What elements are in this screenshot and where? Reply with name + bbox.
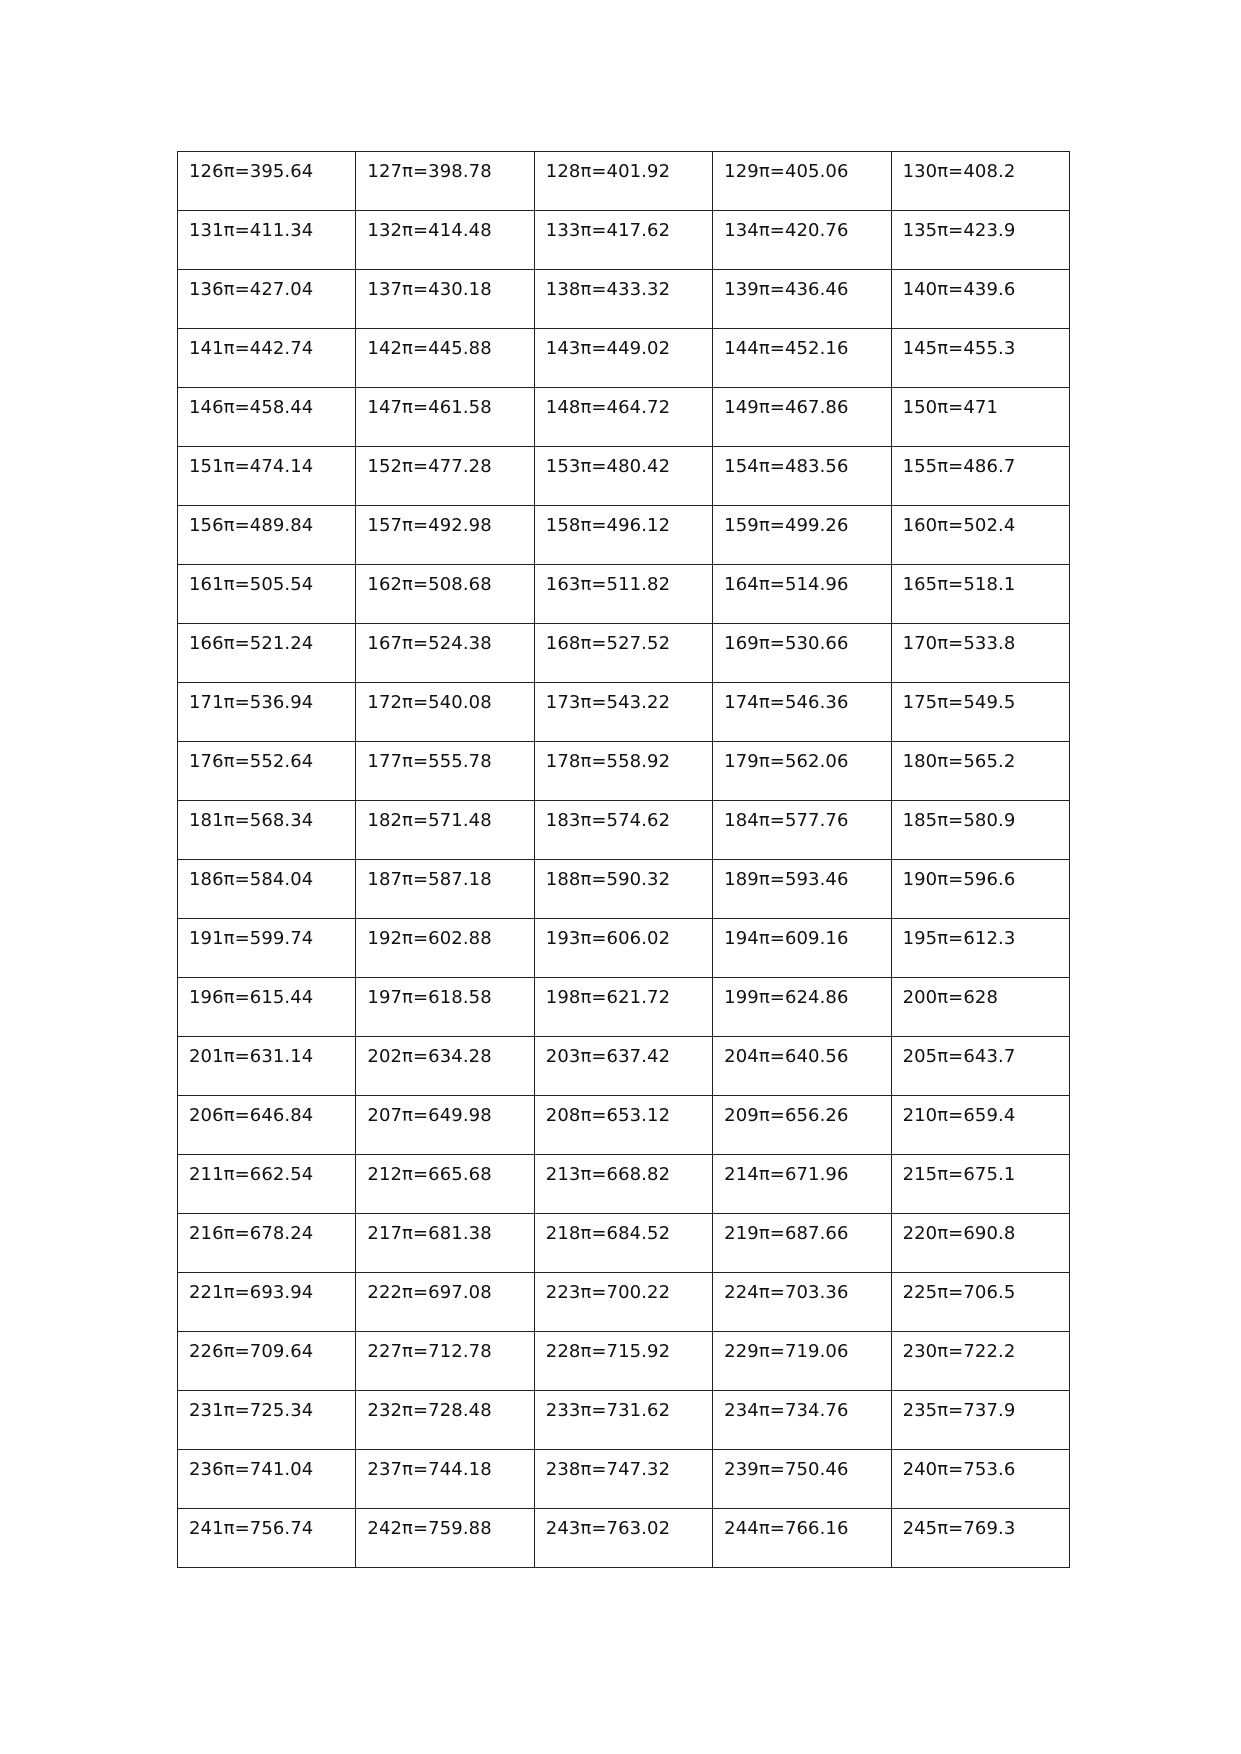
pi-product-text: 163π=511.82	[545, 574, 671, 595]
table-cell	[178, 270, 356, 329]
table-row	[178, 211, 1070, 270]
pi-product-text: 193π=606.02	[545, 928, 671, 949]
table-cell	[534, 1450, 712, 1509]
table-cell	[534, 447, 712, 506]
pi-product-text: 224π=703.36	[724, 1282, 849, 1303]
table-row	[178, 919, 1070, 978]
table-cell	[534, 506, 712, 565]
pi-product-text: 234π=734.76	[724, 1400, 849, 1421]
table-cell	[534, 1332, 712, 1391]
pi-product-text: 135π=423.9	[902, 220, 1016, 241]
pi-product-text: 219π=687.66	[724, 1223, 849, 1244]
pi-product-text: 191π=599.74	[189, 928, 314, 949]
table-row	[178, 624, 1070, 683]
table-cell	[178, 978, 356, 1037]
pi-product-text: 226π=709.64	[189, 1341, 314, 1362]
pi-product-text: 212π=665.68	[367, 1164, 492, 1185]
table-cell	[534, 388, 712, 447]
table-cell	[356, 1450, 534, 1509]
pi-product-text: 205π=643.7	[902, 1046, 1016, 1067]
table-cell	[356, 1096, 534, 1155]
table-cell	[356, 1391, 534, 1450]
table-cell	[356, 1155, 534, 1214]
table-cell	[891, 270, 1069, 329]
pi-product-text: 160π=502.4	[902, 515, 1016, 536]
pi-product-text: 228π=715.92	[545, 1341, 671, 1362]
table-cell	[713, 1509, 891, 1568]
table-cell	[534, 270, 712, 329]
table-cell	[534, 1155, 712, 1214]
table-cell	[534, 565, 712, 624]
table-cell	[891, 1155, 1069, 1214]
table-cell	[891, 801, 1069, 860]
pi-product-text: 126π=395.64	[189, 161, 314, 182]
table-cell	[178, 919, 356, 978]
pi-multiples-table	[177, 151, 1070, 1568]
pi-product-text: 172π=540.08	[367, 692, 492, 713]
pi-product-text: 190π=596.6	[902, 869, 1016, 890]
pi-product-text: 142π=445.88	[367, 338, 492, 359]
table-cell	[534, 1037, 712, 1096]
table-cell	[356, 565, 534, 624]
table-row	[178, 801, 1070, 860]
table-cell	[713, 683, 891, 742]
table-cell	[891, 624, 1069, 683]
table-cell	[713, 388, 891, 447]
pi-product-text: 154π=483.56	[724, 456, 849, 477]
table-cell	[713, 1214, 891, 1273]
table-cell	[534, 1214, 712, 1273]
pi-product-text: 230π=722.2	[902, 1341, 1016, 1362]
pi-product-text: 145π=455.3	[902, 338, 1016, 359]
pi-product-text: 189π=593.46	[724, 869, 849, 890]
pi-product-text: 210π=659.4	[902, 1105, 1016, 1126]
pi-product-text: 206π=646.84	[189, 1105, 314, 1126]
pi-product-text: 162π=508.68	[367, 574, 492, 595]
table-cell	[356, 801, 534, 860]
table-cell	[891, 1214, 1069, 1273]
table-cell	[891, 1332, 1069, 1391]
table-cell	[356, 329, 534, 388]
table-cell	[178, 1332, 356, 1391]
table-cell	[534, 1391, 712, 1450]
pi-product-text: 178π=558.92	[545, 751, 671, 772]
table-cell	[713, 447, 891, 506]
table-cell	[713, 801, 891, 860]
table-cell	[356, 1037, 534, 1096]
table-cell	[178, 565, 356, 624]
pi-product-text: 151π=474.14	[189, 456, 314, 477]
table-cell	[356, 624, 534, 683]
table-cell	[534, 211, 712, 270]
pi-product-text: 139π=436.46	[724, 279, 849, 300]
table-row	[178, 1450, 1070, 1509]
table-row	[178, 1391, 1070, 1450]
table-cell	[713, 1391, 891, 1450]
pi-product-text: 181π=568.34	[189, 810, 314, 831]
table-cell	[713, 329, 891, 388]
table-cell	[178, 447, 356, 506]
table-cell	[891, 565, 1069, 624]
pi-product-text: 244π=766.16	[724, 1518, 849, 1539]
table-cell	[356, 1273, 534, 1332]
table-cell	[356, 978, 534, 1037]
pi-product-text: 232π=728.48	[367, 1400, 492, 1421]
table-cell	[891, 152, 1069, 211]
pi-product-text: 241π=756.74	[189, 1518, 314, 1539]
table-cell	[713, 1096, 891, 1155]
table-cell	[891, 1096, 1069, 1155]
table-cell	[534, 860, 712, 919]
pi-product-text: 161π=505.54	[189, 574, 314, 595]
table-cell	[713, 506, 891, 565]
pi-product-text: 131π=411.34	[189, 220, 314, 241]
table-cell	[534, 1273, 712, 1332]
pi-product-text: 147π=461.58	[367, 397, 492, 418]
table-cell	[891, 329, 1069, 388]
pi-product-text: 235π=737.9	[902, 1400, 1016, 1421]
table-cell	[534, 919, 712, 978]
table-cell	[891, 919, 1069, 978]
table-cell	[891, 447, 1069, 506]
pi-product-text: 128π=401.92	[545, 161, 671, 182]
table-cell	[534, 801, 712, 860]
table-cell	[178, 1450, 356, 1509]
table-cell	[356, 742, 534, 801]
pi-product-text: 231π=725.34	[189, 1400, 314, 1421]
pi-product-text: 220π=690.8	[902, 1223, 1016, 1244]
pi-product-text: 201π=631.14	[189, 1046, 314, 1067]
table-row	[178, 1214, 1070, 1273]
table-cell	[178, 1509, 356, 1568]
pi-product-text: 221π=693.94	[189, 1282, 314, 1303]
pi-multiples-table-body	[178, 152, 1070, 1568]
pi-product-text: 149π=467.86	[724, 397, 849, 418]
pi-product-text: 208π=653.12	[545, 1105, 671, 1126]
table-cell	[356, 1214, 534, 1273]
pi-product-text: 136π=427.04	[189, 279, 314, 300]
table-cell	[713, 1332, 891, 1391]
table-cell	[713, 1037, 891, 1096]
pi-product-text: 245π=769.3	[902, 1518, 1016, 1539]
table-row	[178, 742, 1070, 801]
pi-product-text: 173π=543.22	[545, 692, 671, 713]
pi-product-text: 184π=577.76	[724, 810, 849, 831]
pi-product-text: 168π=527.52	[545, 633, 671, 654]
table-cell	[891, 1509, 1069, 1568]
pi-product-text: 129π=405.06	[724, 161, 849, 182]
table-cell	[178, 1155, 356, 1214]
table-cell	[713, 565, 891, 624]
table-cell	[178, 506, 356, 565]
pi-product-text: 186π=584.04	[189, 869, 314, 890]
pi-product-text: 196π=615.44	[189, 987, 314, 1008]
pi-product-text: 225π=706.5	[902, 1282, 1016, 1303]
table-row	[178, 978, 1070, 1037]
pi-product-text: 176π=552.64	[189, 751, 314, 772]
pi-product-text: 233π=731.62	[545, 1400, 671, 1421]
table-cell	[891, 978, 1069, 1037]
pi-product-text: 177π=555.78	[367, 751, 492, 772]
pi-product-text: 133π=417.62	[545, 220, 671, 241]
pi-product-text: 223π=700.22	[545, 1282, 671, 1303]
pi-product-text: 150π=471	[902, 397, 998, 418]
pi-product-text: 198π=621.72	[545, 987, 671, 1008]
pi-product-text: 199π=624.86	[724, 987, 849, 1008]
table-cell	[178, 801, 356, 860]
pi-product-text: 164π=514.96	[724, 574, 849, 595]
pi-product-text: 146π=458.44	[189, 397, 314, 418]
pi-product-text: 179π=562.06	[724, 751, 849, 772]
pi-product-text: 211π=662.54	[189, 1164, 314, 1185]
table-cell	[534, 1509, 712, 1568]
pi-product-text: 227π=712.78	[367, 1341, 492, 1362]
pi-product-text: 132π=414.48	[367, 220, 492, 241]
table-cell	[178, 152, 356, 211]
pi-product-text: 242π=759.88	[367, 1518, 492, 1539]
pi-product-text: 207π=649.98	[367, 1105, 492, 1126]
table-cell	[356, 506, 534, 565]
pi-product-text: 158π=496.12	[545, 515, 671, 536]
table-cell	[891, 211, 1069, 270]
pi-product-text: 192π=602.88	[367, 928, 492, 949]
pi-product-text: 185π=580.9	[902, 810, 1016, 831]
pi-product-text: 195π=612.3	[902, 928, 1016, 949]
pi-product-text: 156π=489.84	[189, 515, 314, 536]
table-cell	[356, 447, 534, 506]
pi-product-text: 229π=719.06	[724, 1341, 849, 1362]
table-cell	[713, 1450, 891, 1509]
pi-product-text: 182π=571.48	[367, 810, 492, 831]
pi-product-text: 169π=530.66	[724, 633, 849, 654]
pi-product-text: 148π=464.72	[545, 397, 671, 418]
table-cell	[534, 1096, 712, 1155]
table-cell	[534, 683, 712, 742]
pi-product-text: 194π=609.16	[724, 928, 849, 949]
pi-product-text: 218π=684.52	[545, 1223, 671, 1244]
table-row	[178, 388, 1070, 447]
pi-product-text: 165π=518.1	[902, 574, 1016, 595]
table-cell	[178, 1214, 356, 1273]
table-cell	[713, 624, 891, 683]
table-cell	[534, 152, 712, 211]
table-cell	[534, 742, 712, 801]
table-cell	[178, 683, 356, 742]
table-cell	[356, 388, 534, 447]
table-cell	[534, 329, 712, 388]
table-cell	[713, 1155, 891, 1214]
pi-product-text: 187π=587.18	[367, 869, 492, 890]
table-row	[178, 447, 1070, 506]
pi-product-text: 200π=628	[902, 987, 998, 1008]
pi-product-text: 140π=439.6	[902, 279, 1016, 300]
pi-product-text: 159π=499.26	[724, 515, 849, 536]
pi-product-text: 130π=408.2	[902, 161, 1016, 182]
table-row	[178, 1509, 1070, 1568]
pi-product-text: 174π=546.36	[724, 692, 849, 713]
table-cell	[713, 1273, 891, 1332]
table-row	[178, 1096, 1070, 1155]
table-cell	[891, 860, 1069, 919]
pi-product-text: 134π=420.76	[724, 220, 849, 241]
pi-product-text: 175π=549.5	[902, 692, 1016, 713]
table-cell	[356, 683, 534, 742]
table-cell	[891, 683, 1069, 742]
table-row	[178, 1332, 1070, 1391]
pi-product-text: 243π=763.02	[545, 1518, 671, 1539]
pi-product-text: 152π=477.28	[367, 456, 492, 477]
table-cell	[356, 919, 534, 978]
pi-product-text: 238π=747.32	[545, 1459, 671, 1480]
pi-product-text: 236π=741.04	[189, 1459, 314, 1480]
table-row	[178, 152, 1070, 211]
pi-product-text: 170π=533.8	[902, 633, 1016, 654]
table-cell	[713, 860, 891, 919]
table-row	[178, 1155, 1070, 1214]
pi-product-text: 204π=640.56	[724, 1046, 849, 1067]
table-cell	[891, 742, 1069, 801]
table-cell	[178, 1096, 356, 1155]
table-cell	[178, 211, 356, 270]
table-cell	[356, 211, 534, 270]
pi-product-text: 141π=442.74	[189, 338, 314, 359]
pi-product-text: 214π=671.96	[724, 1164, 849, 1185]
table-cell	[178, 624, 356, 683]
pi-product-text: 217π=681.38	[367, 1223, 492, 1244]
pi-product-text: 166π=521.24	[189, 633, 314, 654]
table-row	[178, 683, 1070, 742]
table-row	[178, 860, 1070, 919]
table-cell	[713, 270, 891, 329]
table-cell	[178, 860, 356, 919]
table-row	[178, 565, 1070, 624]
pi-product-text: 188π=590.32	[545, 869, 671, 890]
pi-product-text: 138π=433.32	[545, 279, 671, 300]
table-cell	[891, 1037, 1069, 1096]
table-cell	[713, 978, 891, 1037]
table-row	[178, 1037, 1070, 1096]
table-cell	[534, 978, 712, 1037]
table-row	[178, 329, 1070, 388]
table-cell	[891, 506, 1069, 565]
table-cell	[713, 211, 891, 270]
table-cell	[178, 329, 356, 388]
pi-product-text: 215π=675.1	[902, 1164, 1016, 1185]
pi-product-text: 155π=486.7	[902, 456, 1016, 477]
table-cell	[178, 1273, 356, 1332]
table-row	[178, 506, 1070, 565]
pi-product-text: 202π=634.28	[367, 1046, 492, 1067]
pi-product-text: 203π=637.42	[545, 1046, 671, 1067]
table-cell	[891, 1450, 1069, 1509]
table-cell	[356, 270, 534, 329]
pi-product-text: 240π=753.6	[902, 1459, 1016, 1480]
table-cell	[713, 919, 891, 978]
pi-product-text: 209π=656.26	[724, 1105, 849, 1126]
table-cell	[178, 1037, 356, 1096]
pi-product-text: 171π=536.94	[189, 692, 314, 713]
table-row	[178, 270, 1070, 329]
table-cell	[713, 742, 891, 801]
table-row	[178, 1273, 1070, 1332]
pi-product-text: 216π=678.24	[189, 1223, 314, 1244]
pi-product-text: 144π=452.16	[724, 338, 849, 359]
pi-product-text: 222π=697.08	[367, 1282, 492, 1303]
pi-product-text: 143π=449.02	[545, 338, 671, 359]
pi-product-text: 239π=750.46	[724, 1459, 849, 1480]
pi-product-text: 153π=480.42	[545, 456, 671, 477]
pi-product-text: 180π=565.2	[902, 751, 1016, 772]
table-cell	[178, 388, 356, 447]
table-cell	[891, 1273, 1069, 1332]
table-cell	[534, 624, 712, 683]
table-cell	[356, 1332, 534, 1391]
pi-product-text: 197π=618.58	[367, 987, 492, 1008]
pi-product-text: 137π=430.18	[367, 279, 492, 300]
table-cell	[356, 860, 534, 919]
table-cell	[178, 742, 356, 801]
pi-product-text: 167π=524.38	[367, 633, 492, 654]
table-cell	[178, 1391, 356, 1450]
table-cell	[713, 152, 891, 211]
pi-product-text: 237π=744.18	[367, 1459, 492, 1480]
table-cell	[356, 1509, 534, 1568]
pi-product-text: 157π=492.98	[367, 515, 492, 536]
table-cell	[891, 1391, 1069, 1450]
table-cell	[356, 152, 534, 211]
table-cell	[891, 388, 1069, 447]
pi-product-text: 213π=668.82	[545, 1164, 671, 1185]
pi-product-text: 183π=574.62	[545, 810, 671, 831]
pi-product-text: 127π=398.78	[367, 161, 492, 182]
